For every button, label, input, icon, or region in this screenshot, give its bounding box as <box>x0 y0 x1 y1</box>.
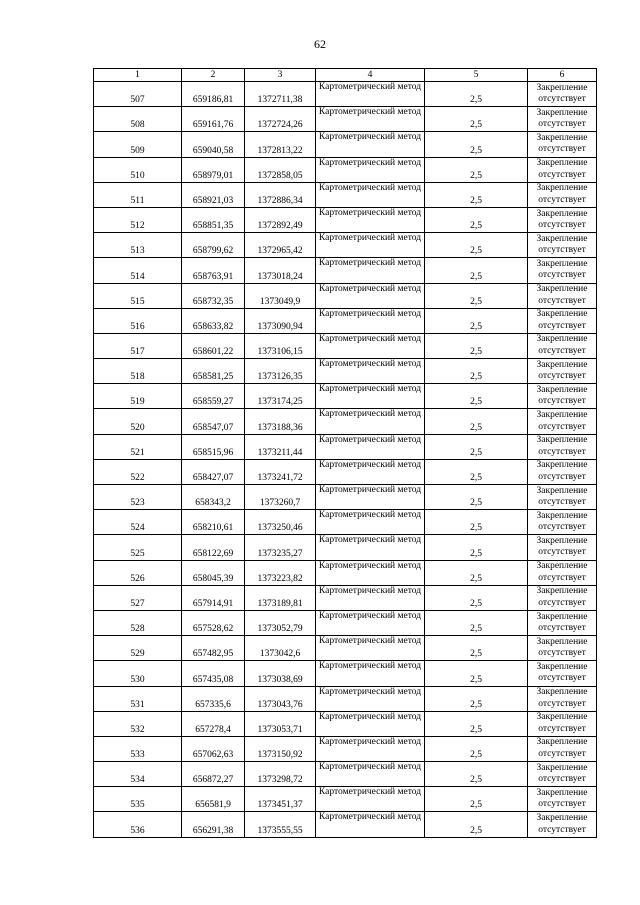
coordinate-y-cell: 1372965,42 <box>245 233 316 258</box>
point-number-cell: 517 <box>94 333 182 358</box>
point-number-cell: 535 <box>94 787 182 812</box>
table-row <box>94 661 597 686</box>
table-row <box>94 636 597 661</box>
coordinate-y-cell: 1373451,37 <box>245 787 316 812</box>
point-number-cell: 530 <box>94 661 182 686</box>
method-cell: Картометрический метод <box>316 434 425 459</box>
accuracy-cell: 2,5 <box>425 459 528 484</box>
table-row <box>94 560 597 585</box>
accuracy-cell: 2,5 <box>425 333 528 358</box>
accuracy-cell: 2,5 <box>425 711 528 736</box>
fixing-description-cell: Закрепление отсутствует <box>528 182 597 207</box>
method-cell: Картометрический метод <box>316 308 425 333</box>
method-cell: Картометрический метод <box>316 585 425 610</box>
coordinate-x-cell: 659186,81 <box>182 82 245 107</box>
coordinate-x-cell: 658122,69 <box>182 535 245 560</box>
coordinate-y-cell: 1373250,46 <box>245 510 316 535</box>
accuracy-cell: 2,5 <box>425 157 528 182</box>
method-cell: Картометрический метод <box>316 787 425 812</box>
coordinate-y-cell: 1373174,25 <box>245 384 316 409</box>
method-cell: Картометрический метод <box>316 610 425 635</box>
table-row <box>94 762 597 787</box>
point-number-cell: 521 <box>94 434 182 459</box>
method-cell: Картометрический метод <box>316 736 425 761</box>
coordinate-y-cell: 1372892,49 <box>245 207 316 232</box>
coordinate-x-cell: 658851,35 <box>182 207 245 232</box>
fixing-description-cell: Закрепление отсутствует <box>528 459 597 484</box>
coordinate-y-cell: 1373298,72 <box>245 762 316 787</box>
column-number-4: 4 <box>316 69 425 82</box>
method-cell: Картометрический метод <box>316 107 425 132</box>
table-row <box>94 207 597 232</box>
point-number-cell: 514 <box>94 258 182 283</box>
accuracy-cell: 2,5 <box>425 409 528 434</box>
fixing-description-cell: Закрепление отсутствует <box>528 207 597 232</box>
coordinate-x-cell: 657528,62 <box>182 610 245 635</box>
point-number-cell: 520 <box>94 409 182 434</box>
fixing-description-cell: Закрепление отсутствует <box>528 384 597 409</box>
coordinate-x-cell: 658763,91 <box>182 258 245 283</box>
point-number-cell: 536 <box>94 812 182 837</box>
table-row <box>94 585 597 610</box>
fixing-description-cell: Закрепление отсутствует <box>528 359 597 384</box>
accuracy-cell: 2,5 <box>425 283 528 308</box>
method-cell: Картометрический метод <box>316 711 425 736</box>
coordinate-y-cell: 1373043,76 <box>245 686 316 711</box>
coordinate-x-cell: 658515,96 <box>182 434 245 459</box>
fixing-description-cell: Закрепление отсутствует <box>528 82 597 107</box>
coordinate-y-cell: 1373053,71 <box>245 711 316 736</box>
method-cell: Картометрический метод <box>316 132 425 157</box>
point-number-cell: 510 <box>94 157 182 182</box>
table-row <box>94 610 597 635</box>
fixing-description-cell: Закрепление отсутствует <box>528 787 597 812</box>
coordinate-y-cell: 1373188,36 <box>245 409 316 434</box>
coordinate-y-cell: 1373049,9 <box>245 283 316 308</box>
coordinate-y-cell: 1372711,38 <box>245 82 316 107</box>
method-cell: Картометрический метод <box>316 384 425 409</box>
accuracy-cell: 2,5 <box>425 812 528 837</box>
accuracy-cell: 2,5 <box>425 132 528 157</box>
table-row <box>94 182 597 207</box>
fixing-description-cell: Закрепление отсутствует <box>528 585 597 610</box>
table-body <box>94 69 597 838</box>
fixing-description-cell: Закрепление отсутствует <box>528 762 597 787</box>
method-cell: Картометрический метод <box>316 233 425 258</box>
coordinate-x-cell: 659161,76 <box>182 107 245 132</box>
table-row <box>94 233 597 258</box>
coordinate-y-cell: 1373223,82 <box>245 560 316 585</box>
accuracy-cell: 2,5 <box>425 233 528 258</box>
column-number-3: 3 <box>245 69 316 82</box>
accuracy-cell: 2,5 <box>425 308 528 333</box>
coordinate-y-cell: 1373241,72 <box>245 459 316 484</box>
table-row <box>94 384 597 409</box>
coordinate-x-cell: 658979,01 <box>182 157 245 182</box>
column-number-row <box>94 69 597 82</box>
fixing-description-cell: Закрепление отсутствует <box>528 661 597 686</box>
fixing-description-cell: Закрепление отсутствует <box>528 308 597 333</box>
coordinate-x-cell: 658732,35 <box>182 283 245 308</box>
coordinate-x-cell: 658343,2 <box>182 485 245 510</box>
table-row <box>94 409 597 434</box>
fixing-description-cell: Закрепление отсутствует <box>528 711 597 736</box>
accuracy-cell: 2,5 <box>425 535 528 560</box>
coordinate-y-cell: 1373018,24 <box>245 258 316 283</box>
accuracy-cell: 2,5 <box>425 359 528 384</box>
fixing-description-cell: Закрепление отсутствует <box>528 233 597 258</box>
point-number-cell: 531 <box>94 686 182 711</box>
point-number-cell: 522 <box>94 459 182 484</box>
point-number-cell: 528 <box>94 610 182 635</box>
table-row <box>94 459 597 484</box>
accuracy-cell: 2,5 <box>425 258 528 283</box>
method-cell: Картометрический метод <box>316 459 425 484</box>
accuracy-cell: 2,5 <box>425 560 528 585</box>
coordinate-y-cell: 1373150,92 <box>245 736 316 761</box>
table-row <box>94 107 597 132</box>
accuracy-cell: 2,5 <box>425 107 528 132</box>
column-number-5: 5 <box>425 69 528 82</box>
point-number-cell: 525 <box>94 535 182 560</box>
coordinate-y-cell: 1373090,94 <box>245 308 316 333</box>
column-number-6: 6 <box>528 69 597 82</box>
point-number-cell: 516 <box>94 308 182 333</box>
coordinate-y-cell: 1373260,7 <box>245 485 316 510</box>
fixing-description-cell: Закрепление отсутствует <box>528 132 597 157</box>
coordinate-y-cell: 1373042,6 <box>245 636 316 661</box>
coordinate-x-cell: 658799,62 <box>182 233 245 258</box>
method-cell: Картометрический метод <box>316 661 425 686</box>
coordinate-x-cell: 659040,58 <box>182 132 245 157</box>
point-number-cell: 513 <box>94 233 182 258</box>
table-row <box>94 787 597 812</box>
method-cell: Картометрический метод <box>316 283 425 308</box>
accuracy-cell: 2,5 <box>425 610 528 635</box>
coordinate-x-cell: 657435,08 <box>182 661 245 686</box>
coordinate-x-cell: 656872,27 <box>182 762 245 787</box>
fixing-description-cell: Закрепление отсутствует <box>528 409 597 434</box>
column-number-2: 2 <box>182 69 245 82</box>
method-cell: Картометрический метод <box>316 535 425 560</box>
coordinate-x-cell: 657335,6 <box>182 686 245 711</box>
accuracy-cell: 2,5 <box>425 384 528 409</box>
coordinate-y-cell: 1373235,27 <box>245 535 316 560</box>
fixing-description-cell: Закрепление отсутствует <box>528 636 597 661</box>
point-number-cell: 507 <box>94 82 182 107</box>
column-number-1: 1 <box>94 69 182 82</box>
coordinate-x-cell: 658921,03 <box>182 182 245 207</box>
point-number-cell: 526 <box>94 560 182 585</box>
table-row <box>94 510 597 535</box>
fixing-description-cell: Закрепление отсутствует <box>528 258 597 283</box>
table-row <box>94 308 597 333</box>
coordinate-x-cell: 657914,91 <box>182 585 245 610</box>
point-number-cell: 515 <box>94 283 182 308</box>
coordinate-y-cell: 1372724,26 <box>245 107 316 132</box>
method-cell: Картометрический метод <box>316 207 425 232</box>
method-cell: Картометрический метод <box>316 333 425 358</box>
method-cell: Картометрический метод <box>316 409 425 434</box>
coordinate-x-cell: 658210,61 <box>182 510 245 535</box>
accuracy-cell: 2,5 <box>425 82 528 107</box>
point-number-cell: 518 <box>94 359 182 384</box>
table-row <box>94 686 597 711</box>
coordinate-x-cell: 658547,07 <box>182 409 245 434</box>
point-number-cell: 524 <box>94 510 182 535</box>
accuracy-cell: 2,5 <box>425 762 528 787</box>
coordinates-table <box>93 68 597 838</box>
method-cell: Картометрический метод <box>316 258 425 283</box>
method-cell: Картометрический метод <box>316 812 425 837</box>
accuracy-cell: 2,5 <box>425 510 528 535</box>
table-row <box>94 434 597 459</box>
accuracy-cell: 2,5 <box>425 207 528 232</box>
fixing-description-cell: Закрепление отсутствует <box>528 157 597 182</box>
table-row <box>94 157 597 182</box>
accuracy-cell: 2,5 <box>425 636 528 661</box>
method-cell: Картометрический метод <box>316 485 425 510</box>
method-cell: Картометрический метод <box>316 359 425 384</box>
fixing-description-cell: Закрепление отсутствует <box>528 485 597 510</box>
coordinate-x-cell: 657482,95 <box>182 636 245 661</box>
fixing-description-cell: Закрепление отсутствует <box>528 283 597 308</box>
method-cell: Картометрический метод <box>316 182 425 207</box>
fixing-description-cell: Закрепление отсутствует <box>528 535 597 560</box>
coordinate-x-cell: 658633,82 <box>182 308 245 333</box>
coordinate-y-cell: 1373038,69 <box>245 661 316 686</box>
point-number-cell: 532 <box>94 711 182 736</box>
point-number-cell: 512 <box>94 207 182 232</box>
fixing-description-cell: Закрепление отсутствует <box>528 560 597 585</box>
table-row <box>94 485 597 510</box>
coordinate-y-cell: 1373555,55 <box>245 812 316 837</box>
table-row <box>94 535 597 560</box>
coordinate-x-cell: 658581,25 <box>182 359 245 384</box>
point-number-cell: 527 <box>94 585 182 610</box>
table-row <box>94 132 597 157</box>
coordinate-y-cell: 1373106,15 <box>245 333 316 358</box>
point-number-cell: 508 <box>94 107 182 132</box>
coordinate-x-cell: 657278,4 <box>182 711 245 736</box>
coordinate-x-cell: 658427,07 <box>182 459 245 484</box>
coordinate-x-cell: 658045,39 <box>182 560 245 585</box>
accuracy-cell: 2,5 <box>425 686 528 711</box>
point-number-cell: 533 <box>94 736 182 761</box>
method-cell: Картометрический метод <box>316 82 425 107</box>
coordinate-y-cell: 1373211,44 <box>245 434 316 459</box>
table-row <box>94 283 597 308</box>
coordinate-y-cell: 1373126,35 <box>245 359 316 384</box>
fixing-description-cell: Закрепление отсутствует <box>528 333 597 358</box>
accuracy-cell: 2,5 <box>425 434 528 459</box>
fixing-description-cell: Закрепление отсутствует <box>528 107 597 132</box>
table-row <box>94 359 597 384</box>
page-number: 62 <box>314 37 326 51</box>
coordinate-x-cell: 656291,38 <box>182 812 245 837</box>
point-number-cell: 511 <box>94 182 182 207</box>
accuracy-cell: 2,5 <box>425 182 528 207</box>
method-cell: Картометрический метод <box>316 560 425 585</box>
table-row <box>94 812 597 837</box>
point-number-cell: 534 <box>94 762 182 787</box>
point-number-cell: 519 <box>94 384 182 409</box>
method-cell: Картометрический метод <box>316 686 425 711</box>
coordinate-y-cell: 1373189,81 <box>245 585 316 610</box>
point-number-cell: 529 <box>94 636 182 661</box>
method-cell: Картометрический метод <box>316 762 425 787</box>
fixing-description-cell: Закрепление отсутствует <box>528 510 597 535</box>
method-cell: Картометрический метод <box>316 636 425 661</box>
table-row <box>94 333 597 358</box>
accuracy-cell: 2,5 <box>425 585 528 610</box>
fixing-description-cell: Закрепление отсутствует <box>528 736 597 761</box>
table-row <box>94 736 597 761</box>
fixing-description-cell: Закрепление отсутствует <box>528 812 597 837</box>
table-row <box>94 82 597 107</box>
point-number-cell: 523 <box>94 485 182 510</box>
fixing-description-cell: Закрепление отсутствует <box>528 610 597 635</box>
coordinate-x-cell: 656581,9 <box>182 787 245 812</box>
accuracy-cell: 2,5 <box>425 485 528 510</box>
coordinate-y-cell: 1372886,34 <box>245 182 316 207</box>
coordinate-y-cell: 1372813,22 <box>245 132 316 157</box>
accuracy-cell: 2,5 <box>425 736 528 761</box>
fixing-description-cell: Закрепление отсутствует <box>528 686 597 711</box>
coordinate-x-cell: 657062,63 <box>182 736 245 761</box>
table-row <box>94 258 597 283</box>
coordinate-x-cell: 658559,27 <box>182 384 245 409</box>
coordinate-x-cell: 658601,22 <box>182 333 245 358</box>
accuracy-cell: 2,5 <box>425 787 528 812</box>
table-row <box>94 711 597 736</box>
fixing-description-cell: Закрепление отсутствует <box>528 434 597 459</box>
point-number-cell: 509 <box>94 132 182 157</box>
accuracy-cell: 2,5 <box>425 661 528 686</box>
method-cell: Картометрический метод <box>316 510 425 535</box>
coordinate-y-cell: 1372858,05 <box>245 157 316 182</box>
method-cell: Картометрический метод <box>316 157 425 182</box>
coordinate-y-cell: 1373052,79 <box>245 610 316 635</box>
